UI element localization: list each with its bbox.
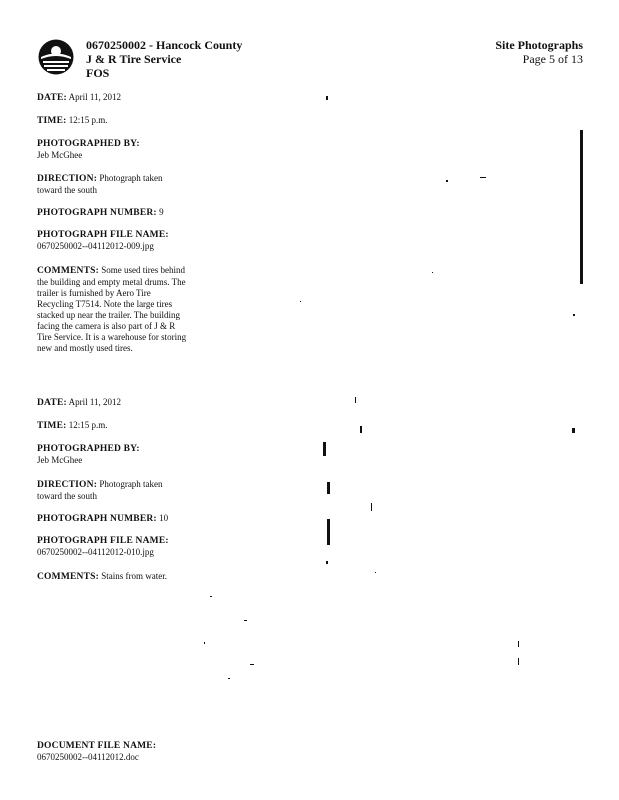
comments-value: Some used tires behind the building and empty metal drums. The trailer is furnished by Aero Tire Recycling T7514. Note the large tires stacked up near the trailer. The building facing the camera is also part of J & R Tire Service. It is a warehouse for storing new and mostly used tires. [37, 265, 187, 353]
photo-9-direction [37, 173, 187, 196]
scan-speck [300, 301, 301, 302]
site-title: 0670250002 - Hancock County [86, 38, 243, 52]
scan-speck [326, 96, 328, 100]
document-file-value: 0670250002--04112012.doc [37, 752, 139, 762]
photo-10-date [37, 397, 187, 409]
document-file-label: DOCUMENT FILE NAME: [37, 741, 157, 751]
photo-10-time [37, 420, 187, 432]
date-label: DATE: [37, 93, 67, 103]
scan-speck [250, 664, 254, 665]
scan-speck [326, 561, 328, 564]
date-value: April 11, 2012 [68, 92, 122, 102]
photo-number-value: 9 [159, 207, 164, 217]
scan-speck [210, 596, 212, 597]
scan-speck [323, 442, 326, 456]
scan-speck [375, 572, 376, 573]
direction-value: Photograph taken toward the south [37, 173, 163, 195]
photo-number-label: PHOTOGRAPH NUMBER: [37, 514, 157, 524]
agency-logo-icon [37, 38, 75, 76]
photo-number-value: 10 [159, 513, 169, 523]
photographed-by-label: PHOTOGRAPHED BY: [37, 444, 140, 454]
scan-speck [518, 641, 519, 647]
scan-speck [327, 519, 330, 545]
photo-9-file [37, 230, 187, 252]
scan-speck [327, 482, 330, 494]
scan-speck [360, 426, 362, 433]
file-name-value: 0670250002--04112012-010.jpg [37, 547, 154, 557]
date-value: April 11, 2012 [68, 397, 122, 407]
comments-label: COMMENTS: [37, 266, 99, 276]
scan-speck [432, 272, 433, 273]
scan-speck [355, 397, 356, 403]
photo-9-comments [37, 265, 187, 354]
file-name-label: PHOTOGRAPH FILE NAME: [37, 230, 169, 240]
scan-speck [244, 620, 247, 621]
scan-speck [480, 177, 486, 178]
comments-label: COMMENTS: [37, 572, 99, 582]
photo-10-file [37, 536, 187, 558]
facility-name: J & R Tire Service [86, 52, 182, 66]
photo-10-photographer [37, 444, 187, 466]
date-label: DATE: [37, 398, 67, 408]
scan-speck [371, 503, 372, 511]
file-name-label: PHOTOGRAPH FILE NAME: [37, 536, 169, 546]
scan-speck [446, 180, 448, 182]
photographer-value: Jeb McGhee [37, 455, 83, 465]
scan-edge-line [580, 130, 583, 284]
time-value: 12:15 p.m. [68, 420, 108, 430]
photo-9-date [37, 92, 187, 104]
file-name-value: 0670250002--04112012-009.jpg [37, 241, 154, 251]
photographed-by-label: PHOTOGRAPHED BY: [37, 139, 140, 149]
direction-label: DIRECTION: [37, 174, 98, 184]
photographer-value: Jeb McGhee [37, 150, 83, 160]
section-title: Site Photographs [495, 38, 583, 52]
scan-speck [204, 642, 205, 644]
photo-10-number [37, 513, 187, 525]
scan-speck [572, 428, 575, 433]
photo-9-photographer [37, 139, 187, 161]
direction-label: DIRECTION: [37, 480, 98, 490]
scan-speck [518, 658, 519, 665]
photo-9-time [37, 115, 187, 127]
time-value: 12:15 p.m. [68, 115, 108, 125]
photo-10-direction [37, 479, 187, 502]
direction-value: Photograph taken toward the south [37, 479, 163, 501]
program-name: FOS [86, 66, 110, 80]
photo-10-comments [37, 571, 187, 583]
time-label: TIME: [37, 116, 67, 126]
scan-speck [573, 314, 575, 316]
photo-9-number [37, 207, 187, 219]
photo-number-label: PHOTOGRAPH NUMBER: [37, 208, 157, 218]
document-file [37, 741, 237, 763]
time-label: TIME: [37, 421, 67, 431]
comments-value: Stains from water. [101, 571, 167, 581]
scan-speck [228, 678, 230, 679]
page-number: Page 5 of 13 [522, 52, 583, 66]
